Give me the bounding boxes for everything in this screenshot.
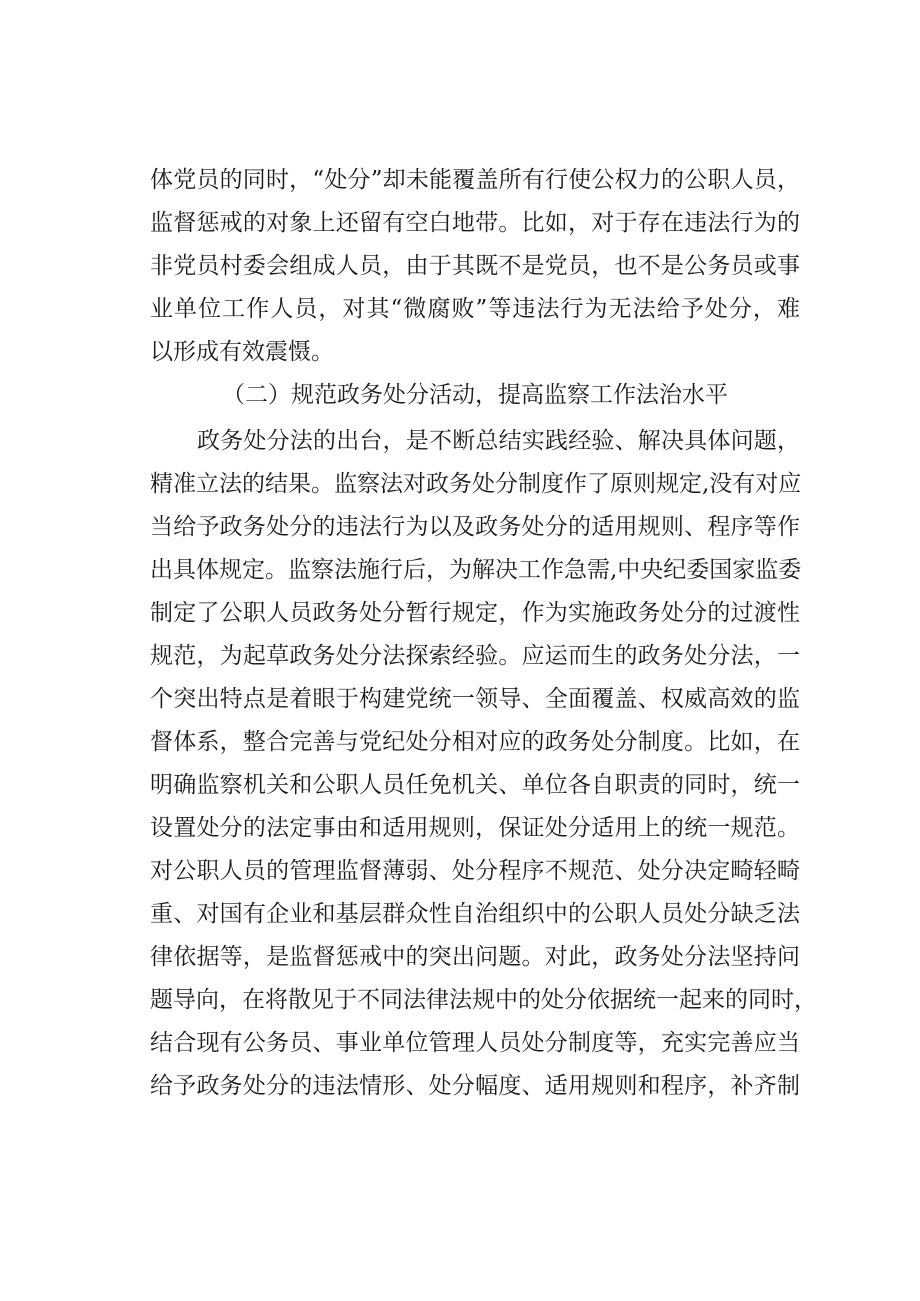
paragraph-line: 设置处分的法定事由和适用规则，保证处分适用上的统一规范。 bbox=[150, 815, 800, 841]
paragraph-line: 制定了公职人员政务处分暂行规定，作为实施政务处分的过渡性 bbox=[150, 600, 800, 626]
paragraph-line: 律依据等，是监督惩戒中的突出问题。对此，政务处分法坚持问 bbox=[150, 944, 800, 970]
paragraph-line: 重、对国有企业和基层群众性自治组织中的公职人员处分缺乏法 bbox=[150, 901, 800, 927]
paragraph-line: 监督惩戒的对象上还留有空白地带。比如，对于存在违法行为的 bbox=[150, 210, 800, 236]
paragraph-line: 当给予政务处分的违法行为以及政务处分的适用规则、程序等作 bbox=[150, 514, 800, 540]
paragraph-line: 个突出特点是着眼于构建党统一领导、全面覆盖、权威高效的监 bbox=[150, 686, 800, 712]
paragraph-line: 体党员的同时，“处分”却未能覆盖所有行使公权力的公职人员， bbox=[150, 167, 800, 193]
paragraph-line: 明确监察机关和公职人员任免机关、单位各自职责的同时，统一 bbox=[150, 772, 800, 798]
paragraph-line: 业单位工作人员，对其“微腐败”等违法行为无法给予处分，难 bbox=[150, 296, 800, 322]
paragraph-line: 规范，为起草政务处分法探索经验。应运而生的政务处分法，一 bbox=[150, 643, 800, 669]
paragraph-line: 精准立法的结果。监察法对政务处分制度作了原则规定,没有对应 bbox=[150, 471, 802, 497]
section-heading: （二）规范政务处分活动，提高监察工作法治水平 bbox=[222, 382, 728, 408]
paragraph-line: 题导向，在将散见于不同法律法规中的处分依据统一起来的同时， bbox=[150, 987, 817, 1013]
paragraph-line: 结合现有公务员、事业单位管理人员处分制度等，充实完善应当 bbox=[150, 1030, 800, 1056]
paragraph-line: 督体系，整合完善与党纪处分相对应的政务处分制度。比如，在 bbox=[150, 729, 800, 755]
paragraph-line: 政务处分法的出台，是不断总结实践经验、解决具体问题， bbox=[197, 428, 800, 454]
paragraph-line: 对公职人员的管理监督薄弱、处分程序不规范、处分决定畸轻畸 bbox=[150, 858, 800, 884]
paragraph-line: 出具体规定。监察法施行后，为解决工作急需,中央纪委国家监委 bbox=[150, 557, 802, 583]
paragraph-line: 非党员村委会组成人员，由于其既不是党员，也不是公务员或事 bbox=[150, 253, 800, 279]
paragraph-line: 给予政务处分的违法情形、处分幅度、适用规则和程序，补齐制 bbox=[150, 1073, 800, 1099]
paragraph-line: 以形成有效震慑。 bbox=[150, 339, 334, 365]
